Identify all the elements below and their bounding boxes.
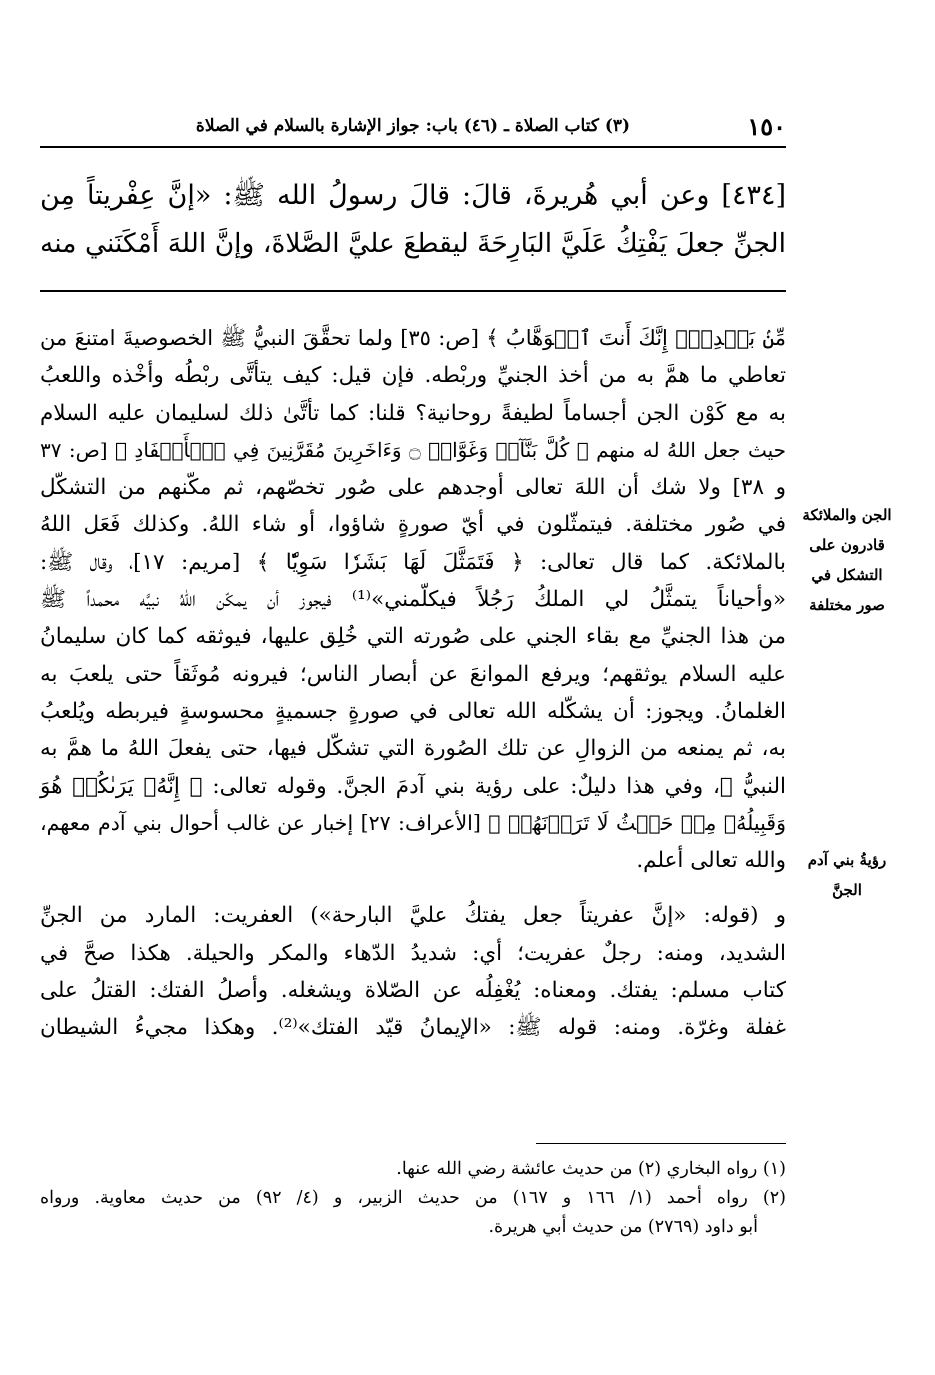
commentary-line: و ٣٨] ولا شك أن اللهَ تعالى أوجدهم على صُور تخصّهم، ثم مكّنهم من التشكّل [40,475,787,501]
commentary-line: تعاطي ما همَّ به من أخذ الجنيِّ وربْطه. فإن قيل: كيف يتأتَّى ربْطُه وأخْذه واللعبُ [40,363,786,389]
page-number: ١٥٠ [747,112,786,141]
commentary-line: به مع كَوْن الجن أجساماً لطيفةً روحانية؟ قلنا: كما تأتَّىٰ ذلك لسليمان عليه السلام [40,400,786,426]
commentary-line: في صُور مختلفة. فيتمثّلون في أيّ صورةٍ شاؤوا، أو شاء اللهُ. وكذلك فَعَل اللهُ [40,512,786,538]
margin-note-line: رؤيةُ بني آدم [807,851,887,869]
margin-note-jinn-shapes [787,500,907,620]
commentary-line: «وأحياناً يتمثَّلُ لي الملكُ رَجُلاً فيكلّمني»⁽¹⁾ فيجوز أن يمكّن اللهُ نبيَّه محمداً ﷺ [40,587,786,613]
header-rule [40,146,786,148]
footnotes [40,1155,786,1242]
commentary-line: كتاب مسلم: يفتك. ومعناه: يُغْفِلُه عن الصّلاة ويشغله. وأصلُ الفتك: القتلُ على [40,978,786,1004]
footnote-2: (٢) رواه أحمد (١/ ١٦٦ و ١٦٧) من حديث الزبير، و (٤/ ٩٢) من حديث معاوية. ورواه [40,1188,786,1208]
margin-note-seeing-jinn [787,845,907,905]
commentary-line: الشديد، ومنه: رجلٌ عفريت؛ أي: شديدُ الدّهاء والمكر والحيلة. هكذا صحَّ في [40,940,786,966]
margin-note-line: الجن والملائكة [802,506,892,524]
footnote-rule [536,1143,786,1144]
footnote-1: (١) رواه البخاري (٢) من حديث عائشة رضي الله عنها. [396,1159,786,1179]
margin-note-line: الجنَّ [832,881,862,899]
hadith-line: الجنِّ جعلَ يَفْتِكُ عَلَيَّ البَارِحَةَ ليقطعَ عليَّ الصَّلاةَ، وإنَّ اللهَ أَمْكَنَني منه [40,228,786,259]
hadith-rule [40,290,786,292]
commentary-line: غفلة وغرّة. ومنه: قوله ﷺ: «الإيمانُ قيّد الفتك»⁽²⁾. وهكذا مجيءُ الشيطان [40,1015,786,1041]
page-header [40,112,786,146]
commentary-line: حيث جعل اللهُ له منهم ﴿ كُلَّ بَنَّآءٖ وَغَوَّاصٖ ۝ وَءَاخَرِينَ مُقَرَّنِينَ فِي ٱلۡأَصۡفَادِ ﴾ [ص: ٣٧ [40,437,786,462]
commentary-line: به، ثم يمنعه من الزوالِ عن تلك الصُورة التي تشكّل فيها، حتى يفعلَ اللهُ ما همَّ به [40,736,786,762]
commentary [40,320,786,1047]
margin-note-line: صور مختلفة [809,596,885,614]
commentary-line: الغلمانُ. ويجوز: أن يشكّله الله تعالى في صورةٍ جسميةٍ محسوسةٍ فيربطه ويُلعبُ [40,698,786,724]
hadith-line: [٤٣٤] وعن أبي هُريرةَ، قالَ: قالَ رسولُ الله ﷺ: «إنَّ عِفْريتاً مِن [40,180,786,211]
commentary-line: من هذا الجنيِّ مع بقاء الجني على صُورته التي خُلِق عليها، فيوثقه كما كان سليمانُ [40,624,786,650]
commentary-line: النبيُّ ﷺ، وفي هذا دليلٌ: على رؤية بني آدمَ الجنَّ. وقوله تعالى: ﴿ إِنَّهُۥ يَرَىٰكُمۡ هُوَ [40,773,786,799]
commentary-line: بالملائكة. كما قال تعالى: ﴿ فَتَمَثَّلَ لَهَا بَشَرٗا سَوِيّٗا ﴾ [مريم: ١٧]، وقال ﷺ: [40,549,786,575]
commentary-line: عليه السلام يوثقهم؛ ويرفع الموانعَ عن أبصار الناس؛ فيرونه مُوثَقاً حتى يلعبَ به [40,661,786,687]
commentary-line: وَقَبِيلُهُۥ مِنۡ حَيۡثُ لَا تَرَوۡنَهُمۡ ﴾ [الأعراف: ٢٧] إخبار عن غالب أحوال بني آدم معهم، [40,810,786,835]
commentary-line: و (قوله: «إنَّ عفريتاً جعل يفتكُ عليَّ البارحة») العفريت: المارد من الجنِّ [40,903,786,929]
commentary-line: مِّنۢ بَعۡدِيٓۖ إِنَّكَ أَنتَ ٱلۡوَهَّابُ ﴾ [ص: ٣٥] ولما تحقَّقَ النبيُّ ﷺ الخصوصيةَ امتنعَ من [40,326,786,350]
margin-note-line: التشكل في [811,566,883,584]
paragraph-gap [40,879,786,897]
commentary-line: والله تعالى أعلم. [636,848,786,874]
margin-note-line: قادرون على [809,536,885,554]
running-title: (٣) كتاب الصلاة ـ (٤٦) باب: جواز الإشارة بالسلام في الصلاة [195,116,631,136]
footnote-2-continuation: أبو داود (٢٧٦٩) من حديث أبي هريرة. [488,1217,758,1237]
hadith-text [40,172,786,268]
